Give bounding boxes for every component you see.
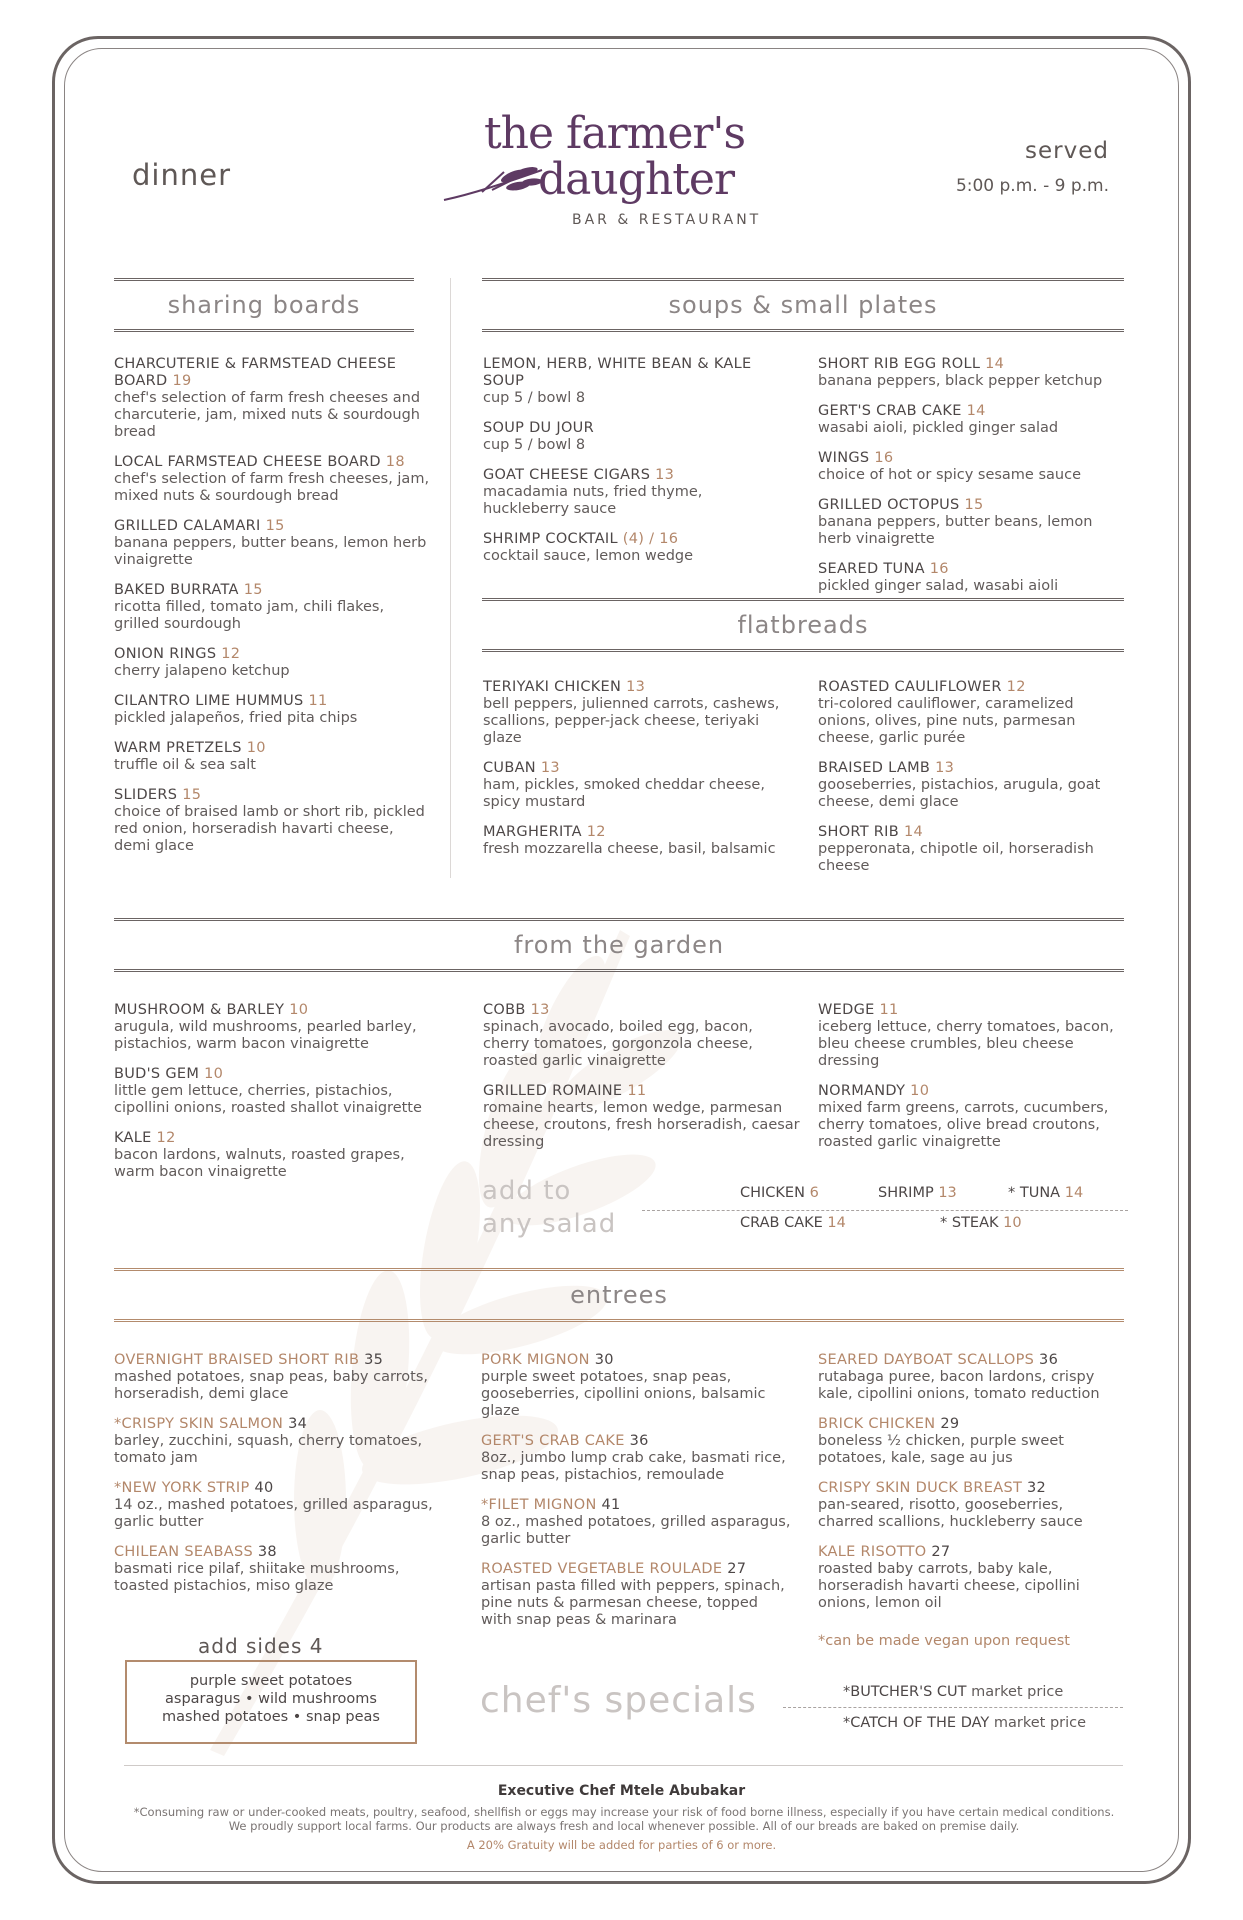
menu-item-price: 29 [940, 1416, 960, 1432]
menu-item-price: (4) / 16 [622, 531, 679, 547]
menu-item-price: 27 [727, 1561, 747, 1577]
menu-item-price: 10 [910, 1083, 930, 1099]
menu-item [818, 1083, 1138, 1151]
menu-item [114, 454, 434, 505]
menu-item-description: 8 oz., mashed potatoes, grilled asparagus, garlic butter [481, 1514, 791, 1547]
menu-item-name: *NEW YORK STRIP 40 [114, 1480, 274, 1496]
menu-item [483, 679, 783, 747]
brand-name-line1: the farmer's [484, 108, 746, 159]
menu-item-description: ham, pickles, smoked cheddar cheese, spicy mustard [483, 777, 765, 810]
menu-item-description: arugula, wild mushrooms, pearled barley, pistachios, warm bacon vinaigrette [114, 1019, 417, 1052]
menu-item-name: CUBAN 13 [483, 760, 560, 776]
menu-item [114, 693, 434, 727]
menu-item-description: choice of hot or spicy sesame sauce [818, 467, 1081, 483]
menu-item-name: GOAT CHEESE CIGARS 13 [483, 467, 675, 483]
menu-item-name: ONION RINGS 12 [114, 646, 241, 662]
menu-item-name: GERT'S CRAB CAKE 14 [818, 403, 986, 419]
menu-item-description: wasabi aioli, pickled ginger salad [818, 420, 1059, 436]
menu-item-description: cherry jalapeno ketchup [114, 663, 290, 679]
menu-item-name: PORK MIGNON 30 [481, 1352, 614, 1368]
flatbreads-left-list [483, 679, 783, 871]
menu-item-name: WEDGE 11 [818, 1002, 899, 1018]
menu-item-price: 12 [1006, 679, 1026, 695]
menu-item-price: 13 [626, 679, 646, 695]
menu-item-description: rutabaga puree, bacon lardons, crispy kale, cipollini onions, tomato reduction [818, 1369, 1100, 1402]
menu-item-name: SLIDERS 15 [114, 787, 202, 803]
menu-item-description: purple sweet potatoes, snap peas, gooseberries, cipollini onions, balsamic glaze [481, 1369, 766, 1419]
menu-item-name: LEMON, HERB, WHITE BEAN & KALE SOUP [483, 356, 752, 389]
menu-item-description: little gem lettuce, cherries, pistachios, cipollini onions, roasted shallot vinaigrette [114, 1083, 422, 1116]
menu-item-description: basmati rice pilaf, shiitake mushrooms, toasted pistachios, miso glaze [114, 1561, 400, 1594]
menu-item [114, 582, 434, 633]
menu-item [114, 646, 434, 680]
add-to-salad-title: add to any salad [482, 1176, 617, 1239]
menu-item-name: ROASTED CAULIFLOWER 12 [818, 679, 1026, 695]
menu-item-name: SOUP DU JOUR [483, 420, 594, 436]
menu-item-description: ricotta filled, tomato jam, chili flakes, grilled sourdough [114, 599, 385, 632]
menu-item-price: 19 [172, 373, 192, 389]
menu-item-price: 36 [629, 1433, 649, 1449]
menu-item-description: artisan pasta filled with peppers, spinach, pine nuts & parmesan cheese, topped with snap peas & marinara [481, 1578, 785, 1628]
menu-item-name: BAKED BURRATA 15 [114, 582, 263, 598]
sides-box: purple sweet potatoes asparagus • wild mushrooms mashed potatoes • snap peas [125, 1660, 417, 1744]
menu-item-description: bacon lardons, walnuts, roasted grapes, warm bacon vinaigrette [114, 1147, 405, 1180]
menu-item-price: 36 [1039, 1352, 1059, 1368]
menu-item-price: 14 [903, 824, 923, 840]
brand-subtitle: BAR & RESTAURANT [572, 212, 762, 228]
menu-item [818, 356, 1128, 390]
disclaimer: *Consuming raw or under-cooked meats, poultry, seafood, shellfish or eggs may increase your risk of food borne illness, especially if you have certain medical conditions. We proudly support local farms. Our products are always fresh and local whenever possible. All of our breads are baked on premise daily. [133, 1805, 1115, 1833]
menu-item-name: GRILLED OCTOPUS 15 [818, 497, 984, 513]
vegan-note: *can be made vegan upon request [818, 1633, 1070, 1649]
menu-item-name: SHRIMP COCKTAIL (4) / 16 [483, 531, 679, 547]
menu-item-name: *CRISPY SKIN SALMON 34 [114, 1416, 308, 1432]
menu-item-price: 15 [265, 518, 285, 534]
menu-item [114, 1544, 444, 1595]
menu-item [114, 1002, 444, 1053]
column-divider [450, 278, 451, 878]
entrees-col1-list [114, 1352, 444, 1608]
menu-item-price: 15 [182, 787, 202, 803]
menu-item-description: spinach, avocado, boiled egg, bacon, cherry tomatoes, gorgonzola cheese, roasted garlic vinaigrette [483, 1019, 753, 1069]
menu-item [483, 1002, 803, 1070]
entrees-col3-list [818, 1352, 1118, 1625]
menu-item-price: 12 [586, 824, 606, 840]
menu-item-price: 27 [931, 1544, 951, 1560]
menu-item-name: TERIYAKI CHICKEN 13 [483, 679, 646, 695]
menu-item-description: pan-seared, risotto, gooseberries, charred scallions, huckleberry sauce [818, 1497, 1083, 1530]
menu-item-name: WINGS 16 [818, 450, 894, 466]
section-header-entrees: entrees [114, 1268, 1124, 1322]
menu-item-price: 10 [204, 1066, 224, 1082]
section-header-sharing: sharing boards [114, 278, 414, 332]
menu-item-price: 34 [288, 1416, 308, 1432]
garden-col3-list [818, 1002, 1138, 1164]
addon-crab-cake: CRAB CAKE 14 [740, 1215, 846, 1231]
brand-name-line2: daughter [538, 154, 734, 205]
executive-chef: Executive Chef Mtele Abubakar [497, 1783, 746, 1799]
menu-item [818, 1416, 1118, 1467]
menu-item [481, 1561, 791, 1629]
menu-item-price: 32 [1027, 1480, 1047, 1496]
garden-col1-list [114, 1002, 444, 1194]
menu-item-price: 15 [964, 497, 984, 513]
menu-item [818, 561, 1128, 595]
menu-item-description: iceberg lettuce, cherry tomatoes, bacon, bleu cheese crumbles, bleu cheese dressing [818, 1019, 1114, 1069]
menu-item [483, 824, 783, 858]
menu-item-description: pickled ginger salad, wasabi aioli [818, 578, 1059, 594]
addon-shrimp: SHRIMP 13 [878, 1185, 957, 1201]
menu-item-description: banana peppers, butter beans, lemon herb vinaigrette [818, 514, 1093, 547]
menu-item-price: 10 [246, 740, 266, 756]
menu-item-name: COBB 13 [483, 1002, 550, 1018]
menu-item-name: BRICK CHICKEN 29 [818, 1416, 960, 1432]
menu-item [481, 1497, 791, 1548]
menu-item-description: banana peppers, butter beans, lemon herb vinaigrette [114, 535, 427, 568]
menu-item-description: 14 oz., mashed potatoes, grilled asparagus, garlic butter [114, 1497, 433, 1530]
menu-item-price: 12 [221, 646, 241, 662]
add-sides-title: add sides 4 [198, 1634, 324, 1658]
menu-item [114, 1066, 444, 1117]
menu-item-price: 16 [929, 561, 949, 577]
menu-item [818, 1352, 1118, 1403]
menu-item-description: choice of braised lamb or short rib, pickled red onion, horseradish havarti cheese, demi glace [114, 804, 425, 854]
menu-item [818, 450, 1128, 484]
menu-item-price: 11 [879, 1002, 899, 1018]
menu-item-price: 10 [289, 1002, 309, 1018]
section-header-flatbreads: flatbreads [482, 598, 1124, 652]
menu-item [114, 518, 434, 569]
footer-divider [124, 1765, 1123, 1766]
served-time: 5:00 p.m. - 9 p.m. [955, 176, 1109, 196]
menu-item [818, 824, 1128, 875]
menu-item [818, 403, 1128, 437]
menu-item-name: MUSHROOM & BARLEY 10 [114, 1002, 309, 1018]
menu-item [483, 467, 783, 518]
specials-divider [783, 1707, 1123, 1708]
menu-item-price: 11 [308, 693, 328, 709]
menu-item-name: CILANTRO LIME HUMMUS 11 [114, 693, 328, 709]
menu-item-price: 16 [874, 450, 894, 466]
garden-col2-list [483, 1002, 803, 1164]
menu-item-price: 11 [627, 1083, 647, 1099]
menu-item [114, 787, 434, 855]
menu-item-description: gooseberries, pistachios, arugula, goat cheese, demi glace [818, 777, 1101, 810]
menu-item-description: cup 5 / bowl 8 [483, 437, 586, 453]
menu-item-price: 13 [655, 467, 675, 483]
menu-item-description: chef's selection of farm fresh cheeses and charcuterie, jam, mixed nuts & sourdough bread [114, 390, 421, 440]
menu-item-description: mashed potatoes, snap peas, baby carrots, horseradish, demi glace [114, 1369, 429, 1402]
menu-item-price: 15 [243, 582, 263, 598]
menu-item [481, 1433, 791, 1484]
menu-item-price: 13 [935, 760, 955, 776]
menu-item-name: KALE 12 [114, 1130, 176, 1146]
menu-item-name: WARM PRETZELS 10 [114, 740, 266, 756]
menu-item-name: SHORT RIB 14 [818, 824, 923, 840]
menu-item-name: *FILET MIGNON 41 [481, 1497, 621, 1513]
sharing-boards-list [114, 356, 434, 868]
menu-item-name: SHORT RIB EGG ROLL 14 [818, 356, 1005, 372]
entrees-col2-list [481, 1352, 791, 1642]
menu-item-name: GERT'S CRAB CAKE 36 [481, 1433, 649, 1449]
served-hours [956, 138, 1109, 196]
served-label: served [1025, 138, 1109, 164]
menu-item [483, 420, 783, 454]
soups-right-list [818, 356, 1128, 608]
menu-item [114, 1130, 444, 1181]
menu-item-description: banana peppers, black pepper ketchup [818, 373, 1103, 389]
menu-item [114, 1352, 444, 1403]
menu-item-name: GRILLED CALAMARI 15 [114, 518, 285, 534]
menu-item-name: NORMANDY 10 [818, 1083, 930, 1099]
addon-chicken: CHICKEN 6 [740, 1185, 819, 1201]
menu-item-description: barley, zucchini, squash, cherry tomatoes, tomato jam [114, 1433, 423, 1466]
menu-item [483, 531, 783, 565]
menu-item-price: 18 [385, 454, 405, 470]
menu-item [818, 679, 1128, 747]
special-catch-of-day: *CATCH OF THE DAY market price [843, 1715, 1087, 1731]
menu-item-name: MARGHERITA 12 [483, 824, 606, 840]
menu-item-description: boneless ½ chicken, purple sweet potatoes, kale, sage au jus [818, 1433, 1064, 1466]
menu-item-name: KALE RISOTTO 27 [818, 1544, 951, 1560]
gratuity-note: A 20% Gratuity will be added for parties of 6 or more. [466, 1838, 777, 1852]
menu-item-description: cup 5 / bowl 8 [483, 390, 586, 406]
menu-item [818, 1002, 1138, 1070]
menu-item [818, 1480, 1118, 1531]
menu-item [114, 356, 434, 441]
menu-item-price: 14 [985, 356, 1005, 372]
menu-item-name: CHARCUTERIE & FARMSTEAD CHEESE BOARD 19 [114, 356, 397, 389]
menu-item-description: truffle oil & sea salt [114, 757, 256, 773]
menu-item-price: 30 [594, 1352, 614, 1368]
menu-item-name: SEARED TUNA 16 [818, 561, 949, 577]
menu-item [114, 740, 434, 774]
menu-item-price: 35 [364, 1352, 384, 1368]
soups-left-list [483, 356, 783, 578]
menu-item [481, 1352, 791, 1420]
menu-item-name: GRILLED ROMAINE 11 [483, 1083, 647, 1099]
menu-item [483, 1083, 803, 1151]
menu-item [483, 356, 783, 407]
menu-item-name: CHILEAN SEABASS 38 [114, 1544, 277, 1560]
menu-item-description: mixed farm greens, carrots, cucumbers, cherry tomatoes, olive bread croutons, roasted garlic vinaigrette [818, 1100, 1109, 1150]
menu-item-name: CRISPY SKIN DUCK BREAST 32 [818, 1480, 1047, 1496]
menu-item-name: BUD'S GEM 10 [114, 1066, 224, 1082]
menu-item [818, 1544, 1118, 1612]
menu-item-description: bell peppers, julienned carrots, cashews, scallions, pepper-jack cheese, teriyaki glaze [483, 696, 780, 746]
addon-tuna: * TUNA 14 [1008, 1185, 1084, 1201]
menu-item-description: cocktail sauce, lemon wedge [483, 548, 694, 564]
menu-item-price: 14 [966, 403, 986, 419]
menu-item-price: 40 [254, 1480, 274, 1496]
menu-item-description: romaine hearts, lemon wedge, parmesan cheese, croutons, fresh horseradish, caesar dressing [483, 1100, 800, 1150]
menu-item-description: pepperonata, chipotle oil, horseradish cheese [818, 841, 1094, 874]
menu-item-description: fresh mozzarella cheese, basil, balsamic [483, 841, 776, 857]
flatbreads-right-list [818, 679, 1128, 888]
menu-item-name: ROASTED VEGETABLE ROULADE 27 [481, 1561, 747, 1577]
menu-item [818, 497, 1128, 548]
section-header-soups: soups & small plates [482, 278, 1124, 332]
menu-item-description: chef's selection of farm fresh cheeses, jam, mixed nuts & sourdough bread [114, 471, 430, 504]
section-header-garden: from the garden [114, 918, 1124, 972]
menu-item-price: 41 [601, 1497, 621, 1513]
menu-item [818, 760, 1128, 811]
menu-item-name: LOCAL FARMSTEAD CHEESE BOARD 18 [114, 454, 405, 470]
menu-item-description: roasted baby carrots, baby kale, horseradish havarti cheese, cipollini onions, lemon oil [818, 1561, 1080, 1611]
addon-divider [642, 1210, 1128, 1211]
menu-item-price: 13 [530, 1002, 550, 1018]
addon-steak: * STEAK 10 [940, 1215, 1022, 1231]
menu-item-name: BRAISED LAMB 13 [818, 760, 955, 776]
menu-item-price: 38 [257, 1544, 277, 1560]
menu-item [114, 1416, 444, 1467]
menu-item-description: tri-colored cauliflower, caramelized onions, olives, pine nuts, parmesan cheese, garlic purée [818, 696, 1076, 746]
menu-item-name: OVERNIGHT BRAISED SHORT RIB 35 [114, 1352, 384, 1368]
menu-item-price: 12 [156, 1130, 176, 1146]
menu-item-name: SEARED DAYBOAT SCALLOPS 36 [818, 1352, 1059, 1368]
menu-item-description: macadamia nuts, fried thyme, huckleberry sauce [483, 484, 703, 517]
menu-item [483, 760, 783, 811]
menu-item-price: 13 [540, 760, 560, 776]
special-butchers-cut: *BUTCHER'S CUT market price [843, 1684, 1064, 1700]
meal-label: dinner [132, 158, 231, 192]
menu-item-description: 8oz., jumbo lump crab cake, basmati rice, snap peas, pistachios, remoulade [481, 1450, 786, 1483]
wheat-logo-icon [442, 164, 552, 204]
menu-item-description: pickled jalapeños, fried pita chips [114, 710, 358, 726]
menu-item [114, 1480, 444, 1531]
chefs-specials-title: chef's specials [480, 1680, 757, 1721]
